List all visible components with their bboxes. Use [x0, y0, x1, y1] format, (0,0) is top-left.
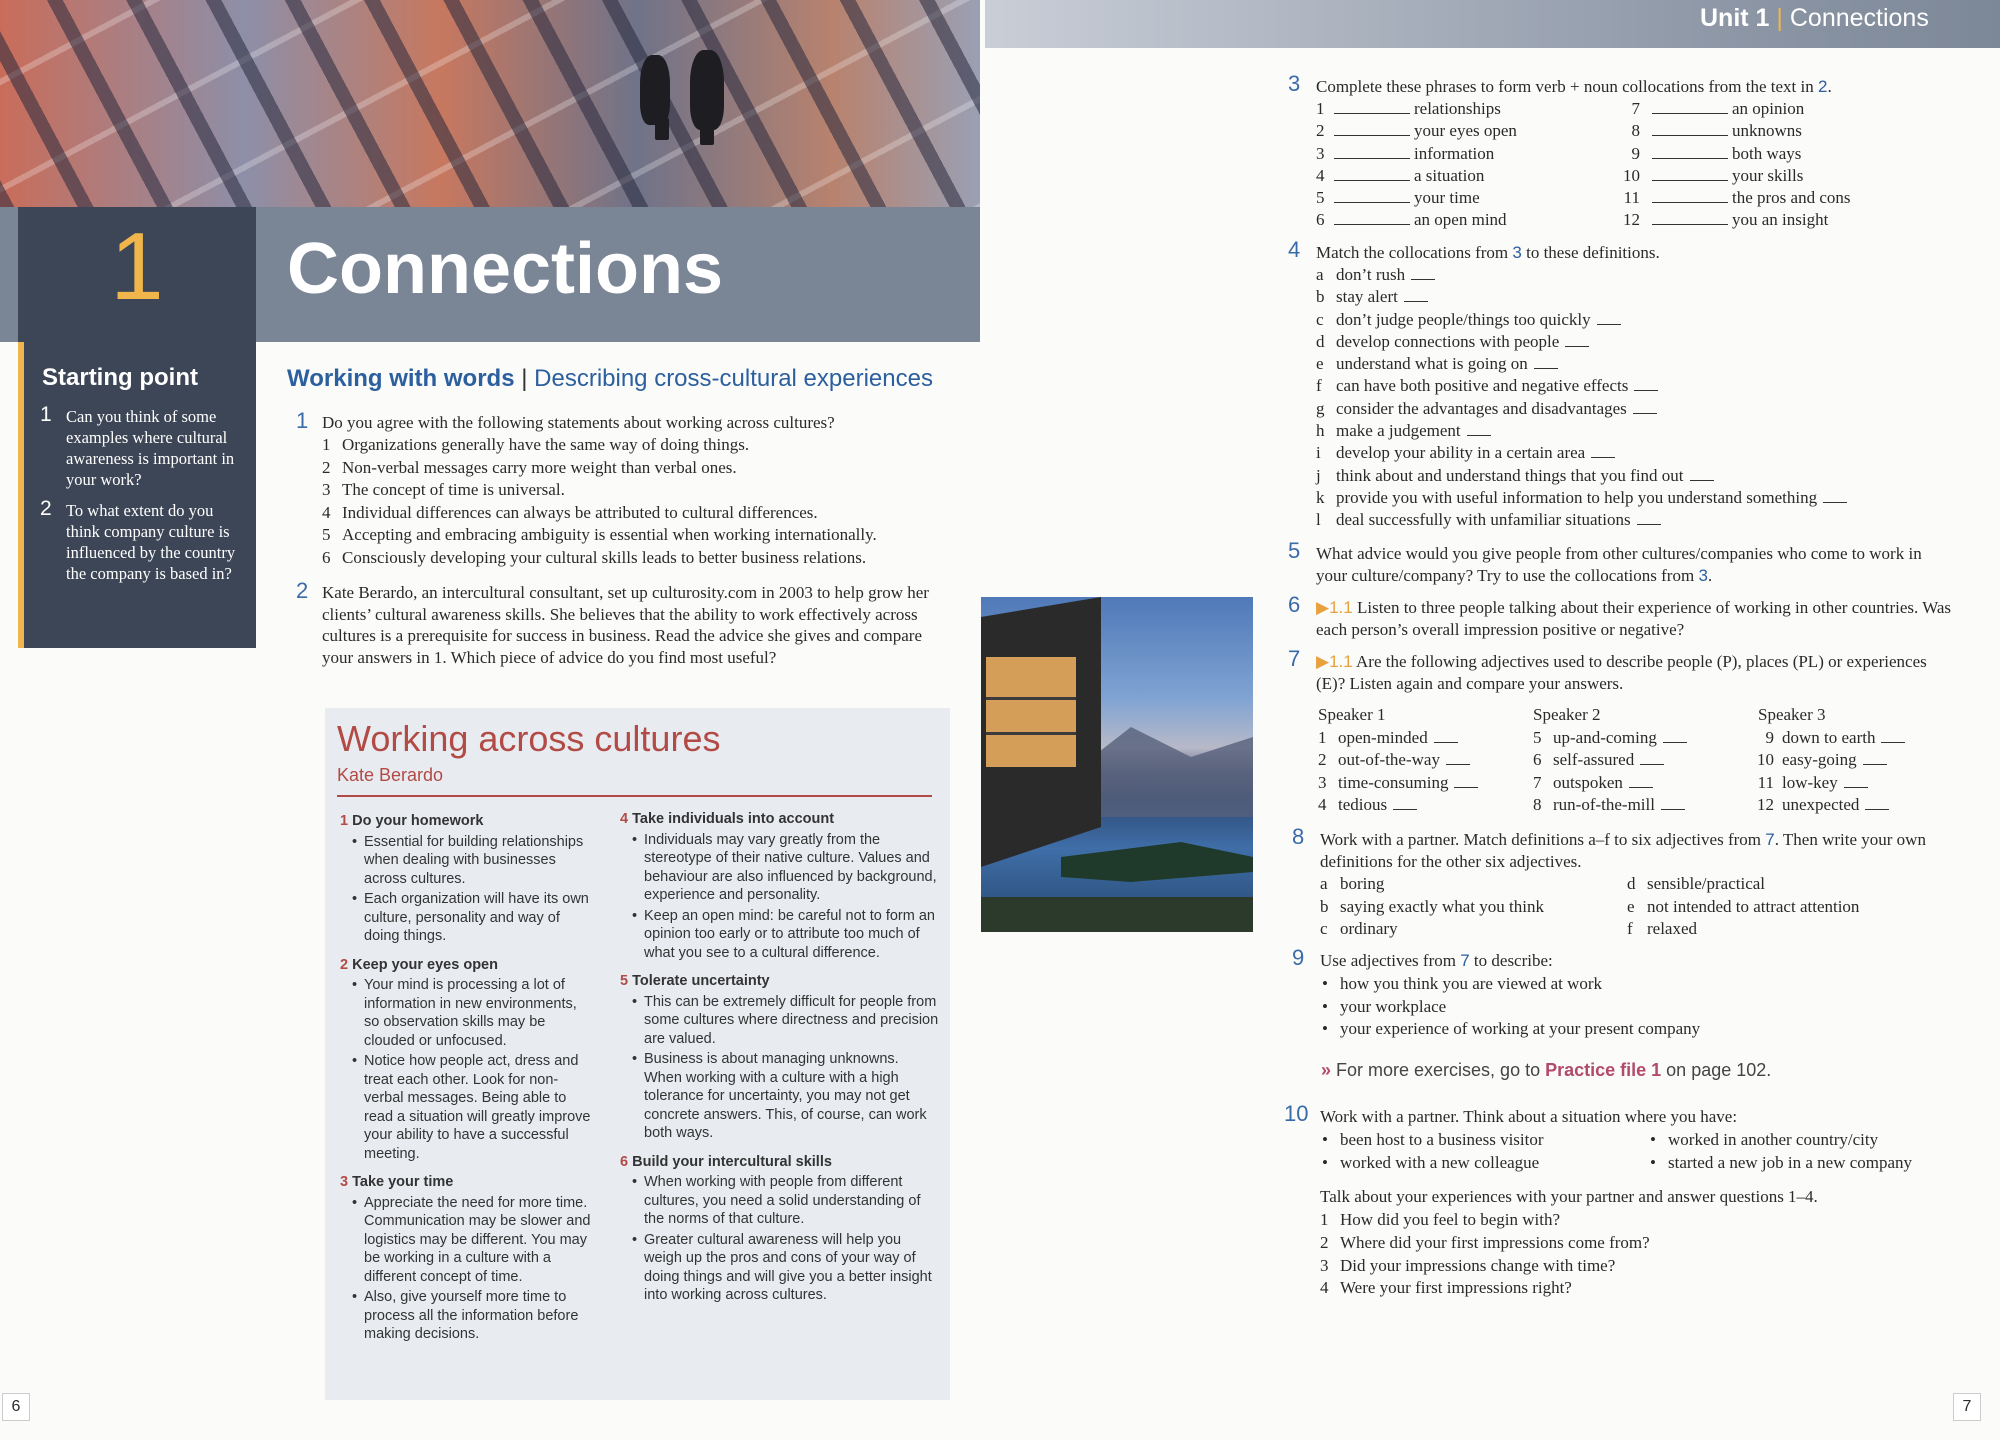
exercise-6: 6 ▶1.1 Listen to three people talking about their experience of working in other countries. Was each person’s overall impression positive or negative?	[1288, 592, 1952, 639]
exercise-10-followup: Talk about your experiences with your partner and answer questions 1–4.	[1320, 1187, 1818, 1206]
article-section: 3 Take your time • Appreciate the need for more time. Communication may be slower and logistics may be different. You may be working in a culture with a different concept of time. • Also, give yourself more time to process all the information before making decisions.	[340, 1173, 595, 1344]
exercise-1-instruction: Do you agree with the following statements about working across cultures?	[322, 413, 835, 432]
list-item: 5 Accepting and embracing ambiguity is essential when working internationally.	[322, 525, 877, 544]
speaker-2-list: Speaker 2 5 up-and-coming 6 self-assured 7 outspoken 8 run-of-the-mill	[1533, 704, 1753, 817]
exercise-10-questions: 1 How did you feel to begin with? 2 Where did your first impressions come from? 3 Did your impressions change with time? 4 Were your first impressions right?	[1320, 1210, 1650, 1298]
article-author: Kate Berardo	[337, 765, 444, 785]
list-item: 1 Organizations generally have the same way of doing things.	[322, 435, 750, 454]
exercise-8-left-list: a boring b saying exactly what you think c ordinary	[1320, 874, 1544, 938]
exercise-number: 2	[296, 578, 309, 603]
exercise-10-right-bullets: • worked in another country/city • started a new job in a new company	[1650, 1130, 1913, 1172]
list-item: 2 Non-verbal messages carry more weight than verbal ones.	[322, 457, 737, 477]
section-heading	[287, 365, 933, 393]
question-text: To what extent do you think company culture is influenced by the country the company is based in?	[66, 501, 236, 583]
chapter-number: 1	[110, 213, 164, 320]
article-section: 5 Tolerate uncertainty • This can be extremely difficult for people from some cultures where directness and precision are valued. • Business is about managing unknowns. When working with a culture with a high tolerance for uncertainty, you may not get concrete answers. This, of course, can work both ways.	[620, 972, 940, 1143]
speaker-3-list: Speaker 3 9 down to earth 10 easy-going 11 low-key 12 unexpected	[1750, 704, 1970, 817]
exercise-1-list	[322, 434, 962, 569]
starting-point-panel	[18, 342, 256, 648]
hero-photo	[0, 0, 980, 210]
article-title: Working across cultures	[337, 718, 721, 759]
audio-track-icon[interactable]: ▶1.1	[1316, 652, 1353, 671]
audio-track-icon[interactable]: ▶1.1	[1316, 598, 1353, 617]
exercise-2-instruction: Kate Berardo, an intercultural consultant, set up culturosity.com in 2003 to help grow her clients’ cultural awareness skills. She believes that the ability to work effectively across cultures is a prerequisite for success in business. Read the advice she gives and compare your answers in 1. Which piece of advice do you find most useful?	[322, 583, 929, 667]
exercise-10-left-bullets: • been host to a business visitor • worked with a new colleague	[1322, 1130, 1544, 1172]
panel-accent-strip	[18, 342, 24, 648]
article-section: 4 Take individuals into account • Individuals may vary greatly from the stereotype of their native culture. Values and behaviour are also influenced by background, experience and personality. • Keep an open mind: be careful not to form an opinion too early or to attribute too much of what you see to a cultural difference.	[620, 810, 940, 962]
unit-label: Unit 1	[1700, 4, 1770, 32]
exercise-7: 7 ▶1.1 Are the following adjectives used to describe people (P), places (PL) or experiences (E)? Listen again and compare your answers.	[1288, 646, 1927, 693]
exercise-10: 10 Work with a partner. Think about a situation where you have:	[1284, 1101, 1738, 1126]
chapter-title: Connections	[287, 229, 724, 309]
section-subtitle: Describing cross-cultural experiences	[534, 365, 933, 392]
starting-point-title: Starting point	[42, 364, 198, 391]
double-chevron-icon: »	[1321, 1060, 1332, 1080]
article-section: 1 Do your homework • Essential for building relationships when dealing with businesses across cultures. • Each organization will have its own culture, personality and way of doing things.	[340, 812, 595, 946]
list-item: 3 The concept of time is universal.	[322, 480, 565, 499]
unit-title: Connections	[1789, 4, 1929, 32]
article-column-right	[620, 810, 940, 1305]
list-item: 6 Consciously developing your cultural skills leads to better business relations.	[322, 547, 867, 567]
list-item: 4 Individual differences can always be attributed to cultural differences.	[322, 502, 818, 522]
unit-separator: |	[1776, 4, 1783, 32]
exercise-5: 5 What advice would you give people from other cultures/companies who come to work in your culture/company? Try to use the collocations from 3.	[1288, 538, 1922, 585]
exercise-4-list: a don’t rush b stay alert c don’t judge people/things too quickly d develop connections with people e understand what is going on f can have both positive and negative effects g consider the advantages and disadvantages h make a judgement i develop your ability in a certain area j think about and understand things that you find out k provide you with useful information to help you understand something l deal successfully with unfamiliar situations	[1316, 264, 1966, 532]
practice-file-link[interactable]: » For more exercises, go to Practice file 1 on page 102.	[1321, 1060, 1772, 1080]
exercise-9-list: • how you think you are viewed at work • your workplace • your experience of working at your present company	[1322, 974, 1701, 1038]
exercise-9: 9 Use adjectives from 7 to describe:	[1292, 945, 1553, 970]
exercise-3-right-list: 7 an opinion 8 unknowns 9 both ways 10 your skills 11 the pros and cons 12 you an insight	[1623, 99, 1851, 230]
article-section: 6 Build your intercultural skills • When working with people from different cultures, you need a solid understanding of the norms of that culture. • Greater cultural awareness will help you weigh up the pros and cons of your way of doing things and will give you a better insight into working across cultures.	[620, 1153, 940, 1305]
exercise-3: 3 Complete these phrases to form verb + noun collocations from the text in 2.	[1288, 71, 1832, 96]
exercise-8-right-list: d sensible/practical e not intended to attract attention f relaxed	[1627, 874, 1860, 938]
starting-point-question	[40, 403, 244, 490]
lake-photo	[981, 597, 1253, 932]
question-number: 1	[40, 403, 52, 426]
question-text: Can you think of some examples where cultural awareness is important in your work?	[66, 407, 235, 489]
section-title: Working with words	[287, 365, 515, 392]
article-divider	[337, 795, 932, 797]
page-number-right: 7	[1953, 1393, 1981, 1421]
exercise-3-left-list: 1 relationships 2 your eyes open 3 information 4 a situation 5 your time 6 an open mind	[1316, 99, 1517, 230]
article-column-left	[340, 812, 595, 1344]
exercise-number: 1	[296, 408, 309, 433]
question-number: 2	[40, 497, 52, 520]
exercise-4: 4 Match the collocations from 3 to these definitions.	[1288, 237, 1660, 262]
unit-header	[1700, 4, 1929, 33]
section-separator: |	[521, 365, 528, 392]
speaker-1-list: Speaker 1 1 open-minded 2 out-of-the-way 3 time-consuming 4 tedious	[1318, 704, 1528, 817]
article-section: 2 Keep your eyes open • Your mind is processing a lot of information in new environments, so observation skills may be clouded or unfocused. • Notice how people act, dress and treat each other. Look for non-verbal messages. Being able to read a situation will greatly improve your ability to have a successful meeting.	[340, 956, 595, 1164]
starting-point-question	[40, 497, 244, 584]
page-number-left: 6	[2, 1393, 30, 1421]
exercise-8: 8 Work with a partner. Match definitions a–f to six adjectives from 7. Then write your own definitions for the other six adjectives.	[1292, 824, 1926, 871]
